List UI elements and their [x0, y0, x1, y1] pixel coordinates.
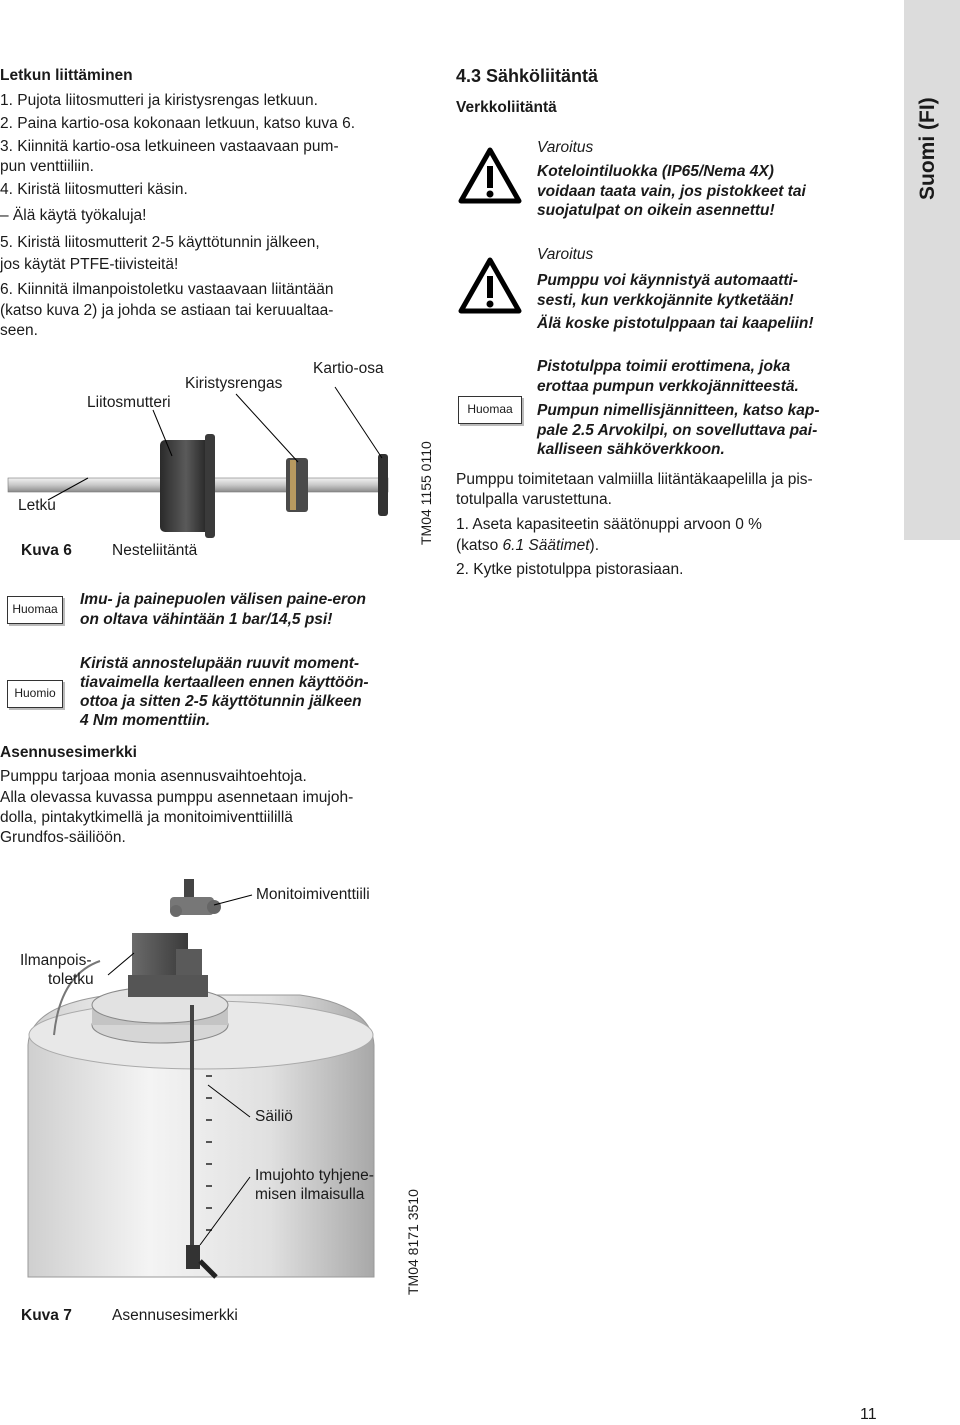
body-text: totulpalla varustettuna.	[456, 491, 612, 508]
warning-title: Varoitus	[537, 246, 594, 263]
label-hose: Letku	[18, 497, 56, 514]
step-line-ref: (katso 6.1 Säätimet).	[456, 537, 600, 554]
step-line: 4. Kiristä liitosmutteri käsin.	[0, 181, 188, 198]
figure-caption-number: Kuva 7	[21, 1307, 72, 1324]
warning-text: Älä koske pistotulppaan tai kaapeliin!	[537, 315, 814, 332]
caution-text: ottoa ja sitten 2-5 käyttötunnin jälkeen	[80, 693, 362, 710]
figure-caption-number: Kuva 6	[21, 542, 72, 559]
note-badge: Huomaa	[7, 596, 63, 624]
step-line: – Älä käytä työkaluja!	[0, 207, 147, 224]
label-multifunction-valve: Monitoimiventtiili	[256, 886, 370, 903]
step-line: 6. Kiinnitä ilmanpoistoletku vastaavaan liitäntään	[0, 281, 334, 298]
body-text: Pumppu toimitetaan valmiilla liitäntäkaapelilla ja pis-	[456, 471, 813, 488]
language-tab	[904, 0, 960, 540]
warning-text: suojatulpat on oikein asennettu!	[537, 202, 775, 219]
step-line: 3. Kiinnitä kartio-osa letkuineen vastaavaan pum-	[0, 138, 339, 155]
section-heading-hose: Letkun liittäminen	[0, 67, 133, 84]
note-text: erottaa pumpun verkkojännitteestä.	[537, 378, 799, 395]
warning-icon	[458, 256, 522, 314]
note-text: Imu- ja painepuolen välisen paine-eron	[80, 591, 366, 608]
figure-caption-text: Asennusesimerkki	[112, 1307, 238, 1324]
label-cone: Kartio-osa	[313, 360, 384, 377]
figure-code: TM04 8171 3510	[405, 1189, 421, 1295]
caution-text: Kiristä annostelupään ruuvit moment-	[80, 655, 360, 672]
step-line: pun venttiiliin.	[0, 158, 94, 175]
caution-badge: Huomio	[7, 680, 63, 708]
note-text: pale 2.5 Arvokilpi, on sovelluttava pai-	[537, 422, 818, 439]
page-number: 11	[860, 1406, 877, 1423]
step-line: 5. Kiristä liitosmutterit 2-5 käyttötunnin jälkeen,	[0, 234, 320, 251]
step-line: (katso kuva 2) ja johda se astiaan tai keruualtaa-	[0, 302, 334, 319]
section-heading-electrical: 4.3 Sähköliitäntä	[456, 66, 599, 86]
figure-code: TM04 1155 0110	[418, 441, 434, 545]
step-line: 2. Kytke pistotulppa pistorasiaan.	[456, 561, 684, 578]
label-clamp-ring: Kiristysrengas	[185, 375, 283, 392]
example-text: Grundfos-säiliöön.	[0, 829, 126, 846]
warning-text: voidaan taata vain, jos pistokkeet tai	[537, 183, 806, 200]
language-tab-label: Suomi (FI)	[916, 97, 939, 200]
tank-installation-illustration	[0, 865, 440, 1305]
label-air-hose-1: Ilmanpois-	[20, 952, 92, 969]
label-suction-line-2: misen ilmaisulla	[255, 1186, 365, 1203]
step-line: 1. Aseta kapasiteetin säätönuppi arvoon 0 %	[456, 516, 762, 533]
step-line: 2. Paina kartio-osa kokonaan letkuun, katso kuva 6.	[0, 115, 355, 132]
example-text: Alla olevassa kuvassa pumppu asennetaan imujoh-	[0, 789, 354, 806]
note-text: kalliseen sähköverkkoon.	[537, 441, 725, 458]
warning-title: Varoitus	[537, 139, 594, 156]
warning-icon	[458, 146, 522, 204]
section-reference-link[interactable]: 6.1 Säätimet	[502, 537, 590, 554]
step-line: jos käytät PTFE-tiivisteitä!	[0, 256, 179, 273]
subheading-mains: Verkkoliitäntä	[456, 99, 557, 116]
warning-text: Kotelointiluokka (IP65/Nema 4X)	[537, 163, 774, 180]
figure-caption-text: Nesteliitäntä	[112, 542, 198, 559]
caution-text: tiavaimella kertaalleen ennen käyttöön-	[80, 674, 369, 691]
warning-text: sesti, kun verkkojännite kytketään!	[537, 292, 794, 309]
example-text: dolla, pintakytkimellä ja monitoimiventtiilillä	[0, 809, 293, 826]
note-text: Pumpun nimellisjännitteen, katso kap-	[537, 402, 820, 419]
label-union-nut: Liitosmutteri	[87, 394, 171, 411]
caution-text: 4 Nm momenttiin.	[80, 712, 211, 729]
note-text: on oltava vähintään 1 bar/14,5 psi!	[80, 611, 333, 628]
note-text: Pistotulppa toimii erottimena, joka	[537, 358, 791, 375]
note-badge: Huomaa	[458, 396, 522, 424]
section-heading-example: Asennusesimerkki	[0, 744, 137, 761]
step-line: 1. Pujota liitosmutteri ja kiristysrengas letkuun.	[0, 92, 318, 109]
label-suction-line-1: Imujohto tyhjene-	[255, 1167, 374, 1184]
step-line: seen.	[0, 322, 38, 339]
example-text: Pumppu tarjoaa monia asennusvaihtoehtoja.	[0, 768, 307, 785]
warning-text: Pumppu voi käynnistyä automaatti-	[537, 272, 798, 289]
label-air-hose-2: toletku	[48, 971, 94, 988]
label-tank: Säiliö	[255, 1108, 293, 1125]
